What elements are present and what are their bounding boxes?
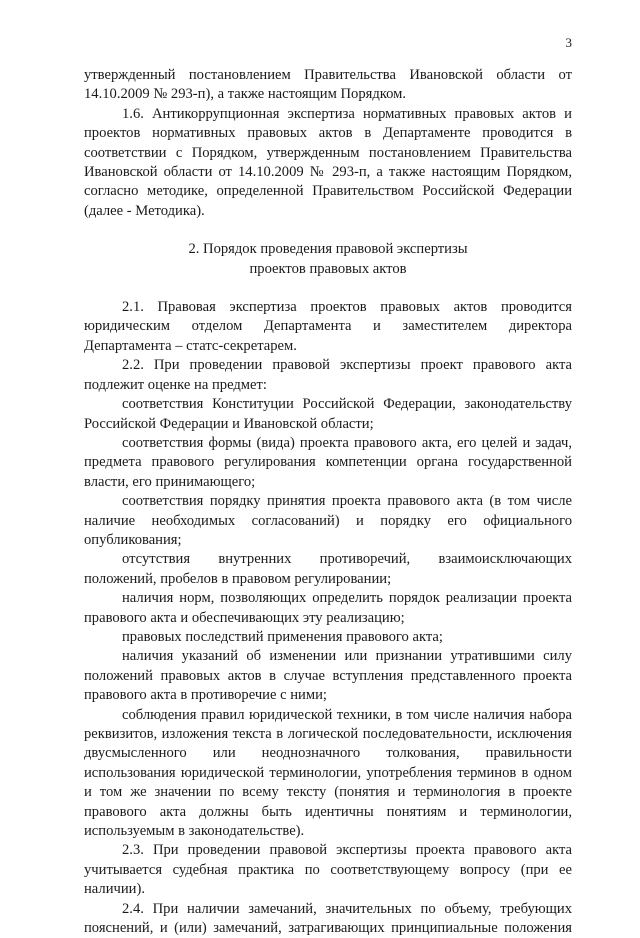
criteria-item: соответствия формы (вида) проекта правового акта, его целей и задач, предмета правового регулирования компетенции органа государственной власти, его принимающего; <box>84 434 572 490</box>
criteria-item: соблюдения правил юридической техники, в том числе наличия набора реквизитов, изложения текста в логической последовательности, исключения двусмысленного или неоднозначного толкования, правильности использования юридической терминологии, употребления терминов в одном и том же значении по всему тексту (понятия и терминология в проекте правового акта должны быть идентичны понятиям и терминологии, используемым в законодательстве). <box>84 706 572 840</box>
section-heading-line-2: проектов правовых актов <box>249 260 407 277</box>
document-body <box>84 66 572 938</box>
criteria-item: соответствия Конституции Российской Федерации, законодательству Российской Федерации и Ивановской области; <box>84 396 572 432</box>
paragraph-2-1: 2.1. Правовая экспертиза проектов правовых актов проводится юридическим отделом Департамента и заместителем директора Департамента – статс-секретарем. <box>84 299 572 354</box>
paragraph-2-2: 2.2. При проведении правовой экспертизы проект правового акта подлежит оценке на предмет: <box>84 357 572 393</box>
section-heading <box>84 240 572 279</box>
criteria-item: правовых последствий применения правового акта; <box>122 628 443 645</box>
paragraph-2-3: 2.3. При проведении правовой экспертизы проекта правового акта учитывается судебная практика по соответствующему вопросу (при ее наличии). <box>84 842 572 898</box>
criteria-item: наличия указаний об изменении или признании утратившими силу положений правовых актов в случае вступления представленного проекта правового акта в противоречие с ними; <box>84 648 572 704</box>
criteria-item: наличия норм, позволяющих определить порядок реализации проекта правового акта и обеспечивающих эту реализацию; <box>84 590 572 626</box>
page-number: 3 <box>565 35 572 50</box>
criteria-item: отсутствия внутренних противоречий, взаимоисключающих положений, пробелов в правовом регулировании; <box>84 551 572 587</box>
criteria-item: соответствия порядку принятия проекта правового акта (в том числе наличие необходимых согласований) и порядку его официального опубликования; <box>84 493 572 548</box>
intro-continuation: утвержденный постановлением Правительства Ивановской области от 14.10.2009 № 293-п), а также настоящим Порядком. <box>84 67 572 103</box>
paragraph-2-4: 2.4. При наличии замечаний, значительных по объему, требующих пояснений, и (или) замечаний, затрагивающих принципиальные положения <box>84 900 572 937</box>
section-heading-line-1: 2. Порядок проведения правовой экспертизы <box>188 241 468 258</box>
paragraph-1-6: 1.6. Антикоррупционная экспертиза нормативных правовых актов и проектов нормативных правовых актов в Департаменте проводится в соответствии с Порядком, утвержденным постановлением Правительства Ивановской области от 14.10.2009 № 293-п, а также настоящим Порядком, согласно методике, определенной Правительством Российской Федерации (далее - Методика). <box>84 105 572 219</box>
